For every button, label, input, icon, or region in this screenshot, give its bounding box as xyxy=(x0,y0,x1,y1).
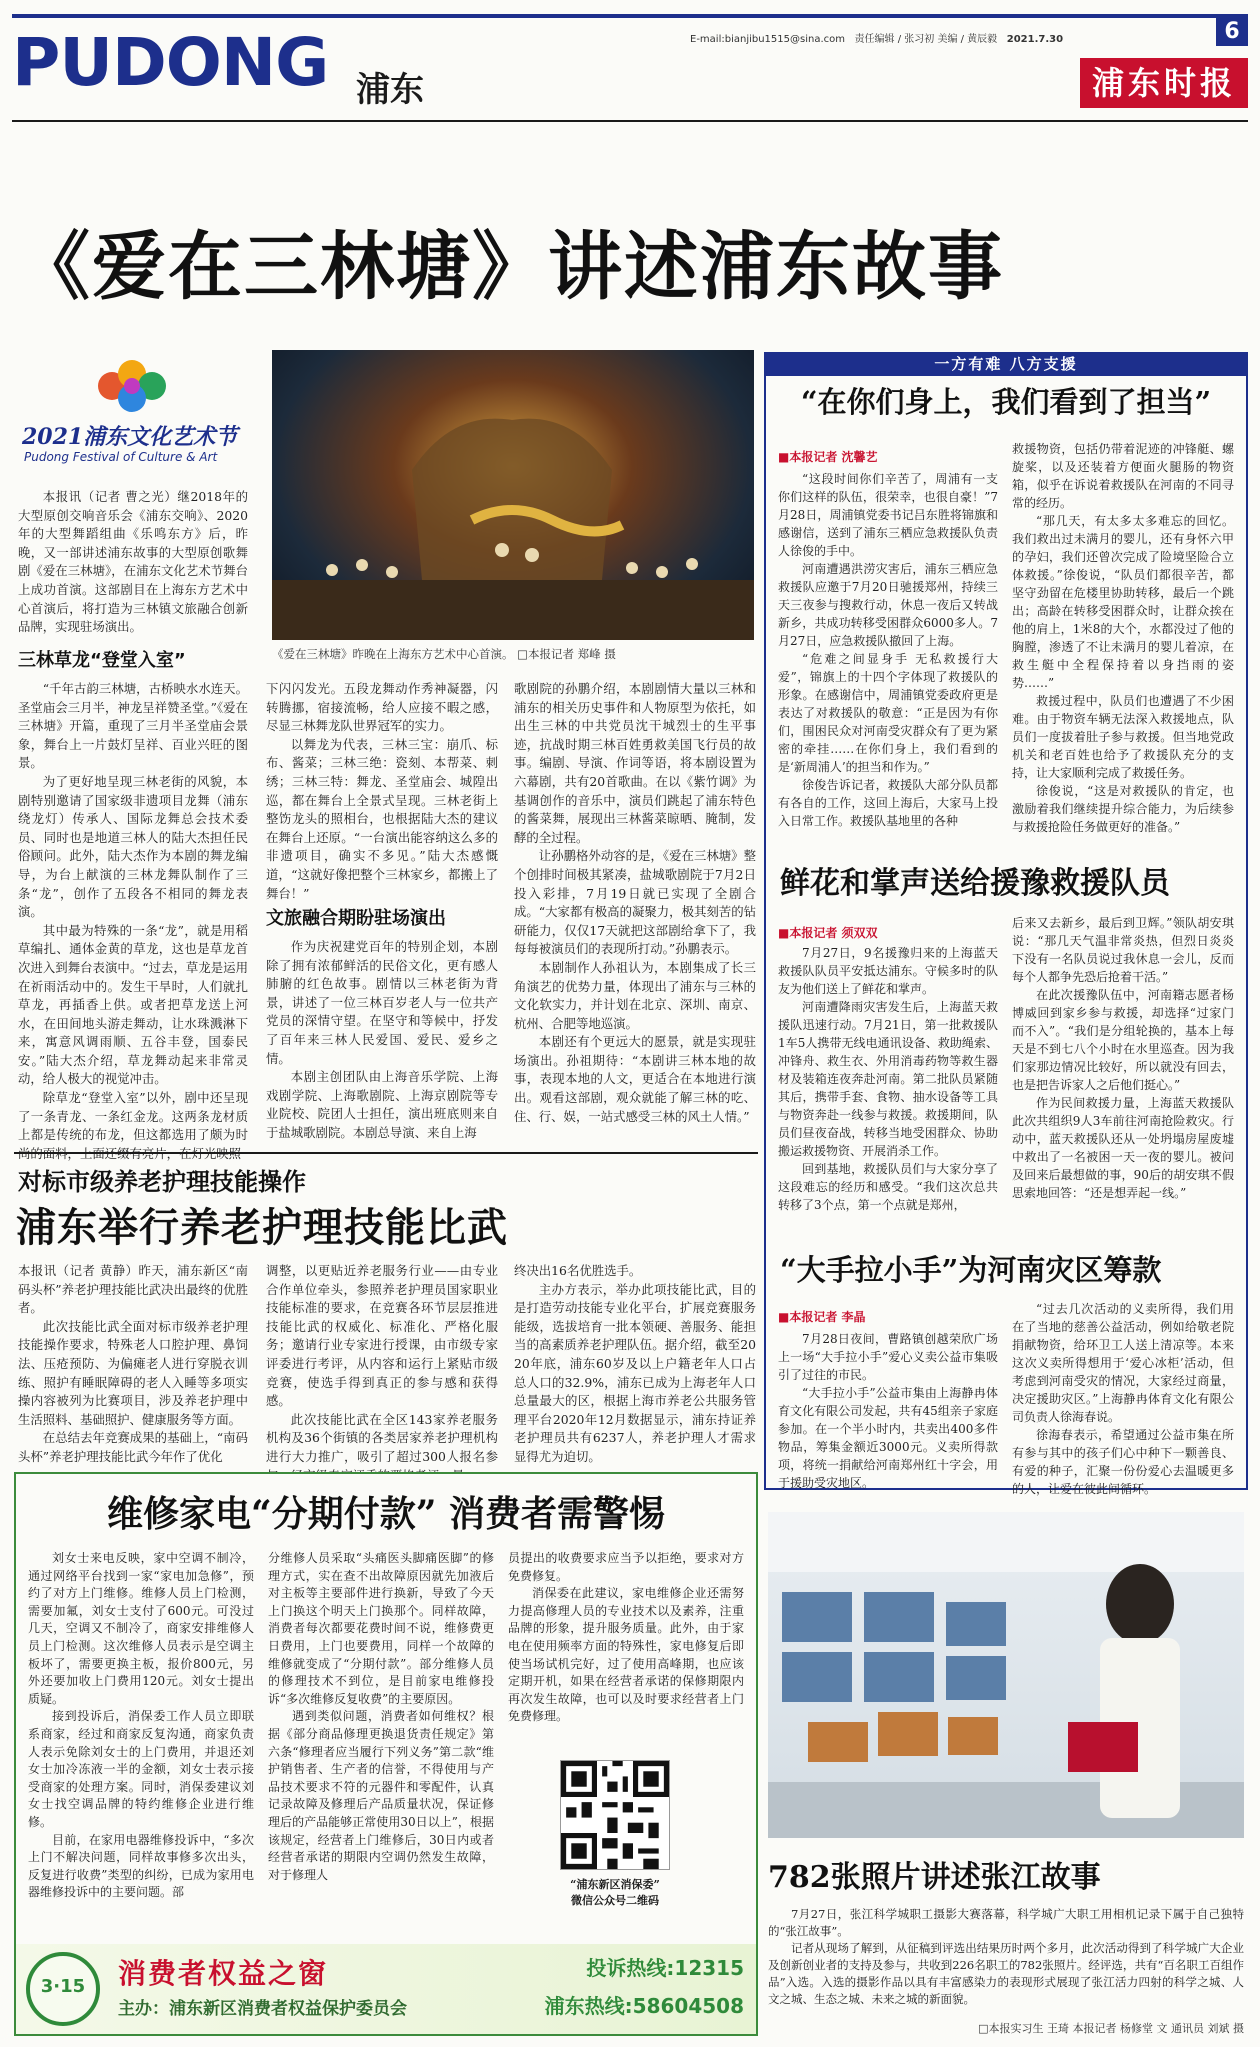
consumer-p: 刘女士来电反映，家中空调不制冷，通过网络平台找到一家“家电加急修”，预约了对方上门维修。维修人员上门检测，需要加氟，刘女士支付了600元。可没过几天，空调又不制冷了，商家安排维修人员上门检测。这次维修人员表示是空调主板坏了，需要更换主板，报价800元，另外还要加收上门费用120元。刘女士提出质疑。 xyxy=(28,1551,254,1706)
lead-col3-p: 本剧制作人孙祖认为，本剧集成了长三角演艺的优势力量，体现出了浦东与三林的文化软实力，并计划在北京、深圳、南京、杭州、合肥等地巡演。 xyxy=(514,959,756,1031)
lead-subhead-2: 文旅融合期盼驻场演出 xyxy=(266,908,446,929)
support-p: 徐俊告诉记者，救援队大部分队员都有各自的工作，这回上海后，大家马上投入日常工作。救援队基地里的各种 xyxy=(778,778,998,828)
consumer-col-1 xyxy=(28,1550,254,1902)
support-banner: 一方有难 八方支援 xyxy=(764,352,1248,376)
consumer-p: 消保委在此建议，家电维修企业还需努力提高修理人员的专业技术以及素养，注重品牌的形象，提升服务质量。此外，由于家电在使用频率方面的特殊性，家电修复后即使当场试机完好，过了使用高峰期，也应该定期开机，如果在经营者承诺的保修期限内再次发生故障，也可以及时要求经营者上门免费修理。 xyxy=(508,1586,744,1724)
lead-intro-text: 本报讯（记者 曹之光）继2018年的大型原创交响音乐会《浦东交响》、2020年的大型舞蹈组曲《乐鸣东方》后，昨晚，又一部讲述浦东故事的大型原创歌舞剧《爱在三林塘》，在浦东文化艺术节舞台上成功首演。这部剧目在上海东方艺术中心首演后，将打造为三林镇文旅融合创新品牌，实现驻场演出。 xyxy=(18,489,248,635)
lead-col2-p: 以舞龙为代表，三林三宝：崩爪、标布、酱菜；三林三绝：瓷刻、本帮菜、刺绣；三林三特：舞龙、圣堂庙会、城隍出巡，都在舞台上全景式呈现。三林老街上整饬龙头的照相台，也根据陆大杰的建议在舞台上还原。“一台演出能容纳这么多的非遗项目，确实不多见。”陆大杰感慨道，“这就好像把整个三林家乡，都搬上了舞台！” xyxy=(266,736,498,901)
support-byline-1: ■本报记者 沈馨艺 xyxy=(778,450,878,464)
editors: 责任编辑 / 张习初 美编 / 黄辰毅 xyxy=(854,34,998,45)
date: 2021.7.30 xyxy=(1006,34,1064,45)
support-p: “那几天，有太多太多难忘的回忆。我们救出过未满月的婴儿，还有身怀六甲的孕妇，我们还曾次完成了险境坚险合立体救援。”徐俊说，“队员们都很辛苦，都坚守劲留在危楼里协助转移，最后一个跳出；高龄在转移受困群众时，让群众挨在他的肩上，1米8的大个，水都没过了他的胸膛，渗透了不让未满月的婴儿着凉，在救生艇中全程保持着以身挡雨的姿势……” xyxy=(1012,514,1234,690)
photo-story-image xyxy=(768,1512,1244,1838)
consumer-headline: 维修家电“分期付款” 消费者需警惕 xyxy=(107,1493,665,1535)
lead-col2b-p: 作为庆祝建党百年的特别企划，本剧除了拥有浓郁鲜活的民俗文化，更有感人肺腑的红色故事。剧情以三林老街为背景，讲述了一位三林百岁老人与一位共产党员的深情守望。在坚守和等候中，抒发了百年来三林人民爱国、爱民、爱乡之情。 xyxy=(266,939,498,1066)
lead-bottom-rule xyxy=(14,1152,758,1154)
lead-col-1 xyxy=(18,680,248,1163)
lead-intro xyxy=(18,488,248,637)
badge-315-icon xyxy=(26,1952,100,2026)
banner-sponsor: 主办：浦东新区消费者权益保护委员会 xyxy=(118,1999,407,2019)
lead-headline: 《爱在三林塘》讲述浦东故事 xyxy=(16,224,1004,310)
consumer-p: 分维修人员采取“头痛医头脚痛医脚”的修理方式，实在查不出故障原因就先加液后对主板等主要部件进行换新，导致了今天上门换这个明天上门换那个。同样故障，消费者每次都要花费时间不说，维修费更日费用，上门也要费用，同样一个故障的维修就变成了“分期付款”。部分维修人员的修理技术不到位，是目前家电维修投诉“多次维修反复收费”的主要原因。 xyxy=(268,1551,494,1706)
support-headline-2: 鲜花和掌声送给援豫救援队员 xyxy=(780,866,1170,901)
consumer-p: 接到投诉后，消保委工作人员立即联系商家，经过和商家反复沟通，商家负责人表示免除刘女士的上门费用，并退还刘女士加冷冻液一半的金额，刘女士表示接受商家的处理方案。同时，消保委建议刘女士找空调品牌的特约维修企业进行维修。 xyxy=(28,1709,254,1829)
support-p: “这段时间你们辛苦了，周浦有一支你们这样的队伍，很荣幸，也很自豪！”7月28日，周浦镇党委书记吕东胜将锦旗和感谢信，送到了浦东三栖应急救援队负责人徐俊的手中。 xyxy=(778,472,998,558)
section-name: 浦东 xyxy=(356,70,424,110)
support-p: 回到基地，救援队员们与大家分享了这段难忘的经历和感受。“我们这次总共转移了3个点，第一个点就是郑州， xyxy=(778,1162,998,1212)
support-p: 河南遭降雨灾害发生后，上海蓝天救援队迅速行动。7月21日，第一批救援队1车5人携带无线电通讯设备、救助绳索、冲锋舟、救生衣、外用消毒药物等救生器材及装箱连夜奔赴河南。第二批队员紧随其后，携带手套、食物、抽水设备等工具与物资奔赴一线参与救援。救援期间，队员们昼夜奋战，转移当地受困群众、协助搬运救援物资、开展消杀工作。 xyxy=(778,1000,998,1158)
support-p: 7月27日，9名援豫归来的上海蓝天救援队队员平安抵达浦东。守候多时的队友为他们送上了鲜花和掌声。 xyxy=(778,946,998,996)
elder-p: 此次技能比武在全区143家养老服务机构及36个街镇的各类居家养老护理机构进行大力推广，吸引了超过300人报名参 xyxy=(266,1411,498,1464)
support-a1-col1 xyxy=(778,470,998,830)
lead-col1-p: 为了更好地呈现三林老街的风貌，本剧特别邀请了国家级非遗项目龙舞（浦东绕龙灯）传承人、国际龙舞总会技术委员、同时也是地道三林人的陆大杰担任民俗顾问。此外，陆大杰作为本剧的舞龙编导，为台上献演的三林龙舞队制作了三条“龙”，创作了五段各不相同的舞龙表演。 xyxy=(18,773,248,920)
elder-headline: 浦东举行养老护理技能比武 xyxy=(16,1204,508,1251)
support-p: 救援物资，包括仍带着泥迹的冲锋艇、螺旋桨，以及还装着方便面火腿肠的物资箱，似乎在诉说着救援队在河南的不同寻常的经历。 xyxy=(1012,442,1234,510)
qr-caption-1: “浦东新区消保委” xyxy=(570,1878,660,1891)
support-p: 7月28日夜间，曹路镇创越荣欣广场上一场“大手拉小手”爱心义卖公益市集吸引了过往的市民。 xyxy=(778,1332,998,1382)
elder-col-1 xyxy=(18,1262,248,1467)
support-p: 徐俊说，“这是对救援队的肯定，也激励着我们继续提升综合能力，为后续参与救援抢险任务做更好的准备。” xyxy=(1012,784,1234,834)
elder-p: 主办方表示，举办此项技能比武，目的是打造劳动技能专业化平台，扩展竞赛服务能级，选拔培育一批本领硬、善服务、能担当的高素质养老护理队伍。据介绍，截至2020年底，浦东60岁及以上户籍老年人口占总人口的32.9%，浦东已成为上海老年人口总量最大的区，根据上海市养老公共服务管理平台2020年12月数据显示，浦东持证养老护理员共有6237人，养老护理人才需求显得尤为迫切。 xyxy=(514,1281,756,1464)
elder-p: 本报讯（记者 黄静）昨天，浦东新区“南码头杯”养老护理技能比武决出最终的优胜者。 xyxy=(18,1263,248,1316)
badge-315-label: 3·15 xyxy=(40,1976,86,1997)
support-p: 在此次援豫队伍中，河南籍志愿者杨博威回到家乡参与救援，却选择“过家门而不入”。“我们是分组轮换的，基本上每天是不到七八个小时在水里巡查。因为我们家那边情况比较好，所以就没有回去，也是把告诉家人之后他们挺心。” xyxy=(1012,988,1234,1092)
lead-col1-p: 除草龙“登堂入室”以外，剧中还呈现了一条青龙、一条红金龙。这两条龙材质上都是传统的布龙，但这都选用了颇为时 xyxy=(18,1090,248,1143)
support-a3-col2 xyxy=(1012,1300,1234,1498)
hotline-pudong: 浦东热线:58604508 xyxy=(544,1994,744,2018)
lead-col-2a xyxy=(266,680,498,903)
festival-logo xyxy=(22,356,254,476)
lead-col-3 xyxy=(514,680,756,1126)
support-p: 河南遭遇洪涝灾害后，浦东三栖应急救援队应邀于7月20日驰援郑州，持续三天三夜参与搜救行动，休息一夜后又转战新乡，共成功转移受困群众6000多人。7月27日，应急救援队撤回了上海。 xyxy=(778,562,998,648)
support-byline-2: ■本报记者 须双双 xyxy=(778,926,878,940)
support-a3-col1 xyxy=(778,1330,998,1492)
photo-story-text xyxy=(768,1906,1244,2008)
masthead-info xyxy=(690,30,1063,45)
support-p: 救援过程中，队员们也遭遇了不少困难。由于物资车辆无法深入救援地点，队员们一度拔着肚子参与救援。但当地党政机关和老百姓也给予了救援队充分的支持，让大家顺利完成了救援任务。 xyxy=(1012,694,1234,780)
lead-col3-p: 歌剧院的孙鹏介绍，本剧剧情大量以三林和浦东的相关历史事件和人物原型为依托，如出生三林的中共党员沈干城烈士的生平事迹，抗战时期三林百姓勇救美国飞行员的故事。编剧、导演、作词等语，将本剧设置为六幕剧，共有20首歌曲。在以《紫竹调》为基调创作的音乐中，演员们跳起了浦东特色的酱菜舞，展现出三林酱菜晾晒、腌制，发酵的全过程。 xyxy=(514,681,756,845)
support-a1-col2 xyxy=(1012,440,1234,836)
masthead-rule xyxy=(12,120,1248,122)
support-p: “大手拉小手”公益市集由上海静冉体育文化有限公司发起，共有45组亲子家庭参加。在一个半小时内，共卖出400多件物品，筹集金额近3000元。义卖所得款项，将统一捐献给河南郑州红十字会，用于援助受灾地区。 xyxy=(778,1386,998,1490)
support-p: “危难之间显身手 无私救援行大爱”，锦旗上的十四个字体现了救援队的形象。在感谢信中，周浦镇党委政府更是表达了对救援队的敬意：“正是因为有你们，围困民众对河南受灾群众有了更为紧密的牵挂……在你们身上，我们看到的是‘新周浦人’的担当和作为。” xyxy=(778,652,998,774)
support-byline-3: ■本报记者 李晶 xyxy=(778,1310,866,1324)
flower-logo-icon xyxy=(82,356,192,416)
support-p: “过去几次活动的义卖所得，我们用在了当地的慈善公益活动，例如给敬老院捐献物资，给环卫工人送上清凉等。本来这次义卖所得想用于‘爱心冰柜’活动，但考虑到河南受灾的情况，大家经过商量，决定援助灾区。”上海静冉体育文化有限公司负责人徐海春说。 xyxy=(1012,1302,1234,1424)
lead-col3-p: 本剧还有个更远大的愿景，就是实现驻场演出。孙祖期待：“本剧讲三林本地的故事，表现本地的人文，更适合在本地进行演出。观看这部剧，观众就能了解三林的吃、住、行、娱，一站式感受三林的风土人情。” xyxy=(514,1034,756,1124)
consumer-p: 目前，在家用电器维修投诉中，“多次上门不解决问题，同样故事修多次出头，反复进行收费”类型的纠纷，已成为家用电器维修投诉中的主要问题。部 xyxy=(28,1832,254,1900)
elder-kicker: 对标市级养老护理技能操作 xyxy=(18,1168,306,1196)
consumer-col-2 xyxy=(268,1550,494,1884)
lead-col1-p: 其中最为特殊的一条“龙”，就是用稻草编扎、通体金黄的草龙，这也是草龙首次进入到舞台表演中。“过去，草龙是运用在祈雨活动中的。发生干旱时，人们就扎草龙，再插香上供。或者把草龙送上河水，在田间地头游走舞动，让水珠溅淋下来，寓意风调雨顺、五谷丰登，国泰民安。”陆大杰介绍，草龙舞动起来非常灵动，给人极大的视觉冲击。 xyxy=(18,922,248,1087)
page-number: 6 xyxy=(1216,18,1248,46)
support-a2-col1 xyxy=(778,944,998,1214)
lead-col3-p: 让孙鹏格外动容的是，《爱在三林塘》整个创排时间极其紧凑，盐城歌剧院于7月2日投入彩排，7月19日就已实现了全剧合成。“大家都有极高的凝聚力，极其刻苦的钻研能力，仅仅17天就把这部剧给拿下了，我每每被演员们的表现所打动。”孙鹏表示。 xyxy=(514,848,756,957)
stage-scene-icon xyxy=(272,350,754,640)
photo-story-p: 7月27日，张江科学城职工摄影大赛落幕，科学城广大职工用相机记录下属于自己独特的“张江故事”。 xyxy=(768,1907,1244,1938)
support-headline-3: “大手拉小手”为河南灾区筹款 xyxy=(780,1253,1162,1287)
photo-story-headline: 782张照片讲述张江故事 xyxy=(768,1860,1101,1895)
lead-photo xyxy=(272,350,754,640)
lead-subhead-1: 三林草龙“登堂入室” xyxy=(18,650,186,671)
elder-col-2 xyxy=(266,1262,498,1485)
lead-photo-caption: 《爱在三林塘》昨晚在上海东方艺术中心首演。 □本报记者 郑峰 摄 xyxy=(272,647,616,661)
qr-caption-2: 微信公众号二维码 xyxy=(571,1894,659,1907)
brand-wordmark: PUDONG xyxy=(12,24,329,101)
elder-p: 终决出16名优胜选手。 xyxy=(514,1263,642,1278)
qr-code-icon xyxy=(561,1761,669,1869)
support-p: 作为民间救援力量，上海蓝天救援队此次共组织9人3车前往河南抢险救灾。行动中，蓝天救援队还从一处坍塌房屋废墟中救出了一名被困一天一夜的婴儿。被问及回来后最想做的事，90后的胡安琪不假思索地回答：“还是想弄起一线。” xyxy=(1012,1096,1234,1200)
support-a2-col2 xyxy=(1012,914,1234,1202)
support-p: 徐海春表示，希望通过公益市集在所有参与其中的孩子们心中种下一颗善良、有爱的种子，汇聚一份份爱心去温暖更多的人，让爱在彼此间循环。 xyxy=(1012,1428,1234,1496)
festival-subtitle: Pudong Festival of Culture & Art xyxy=(24,450,218,464)
lead-col2-p: 下闪闪发光。五段龙舞动作秀神凝器，闪转腾挪，宿接流畅，给人应接不暇之感，尽显三林舞龙队世界冠军的实力。 xyxy=(266,681,498,734)
support-p: 后来又去新乡，最后到卫辉。”领队胡安琪说：“那几天气温非常炎热，但烈日炎炎下没有一名队员说过我休息一会儿，反而每个人都争先恐后抢着干活。” xyxy=(1012,916,1234,984)
exhibition-scene-icon xyxy=(768,1512,1244,1838)
elder-col-3 xyxy=(514,1262,756,1467)
consumer-p: 遇到类似问题，消费者如何维权？根据《部分商品修理更换退货责任规定》第六条“修理者应当履行下列义务”第二款“维护销售者、生产者的信誉，不得使用与产品技术要求不符的元器件和零配件，认真记录故障及修理后产品质量状况，保证修理后的产品能够正常使用30日以上”，根据该规定，经营者上门维修后，30日内或者经营者承诺的期限内空调仍然发生故障，对于修理人 xyxy=(268,1709,494,1882)
consumer-col-3 xyxy=(508,1550,744,1726)
consumer-p: 员提出的收费要求应当予以拒绝，要求对方免费修复。 xyxy=(508,1551,744,1583)
elder-p: 此次技能比武全面对标市级养老护理技能操作要求，特殊老人口腔护理、鼻饲法、压疮预防、为偏瘫老人进行穿脱衣训练、照护有睡眠障碍的老人入睡等多项实操内容被列为比赛项目，涉及养老护理中生活照料、基础照护、健康服务等方面。 xyxy=(18,1318,248,1427)
top-rule xyxy=(12,14,1248,18)
qr-code[interactable] xyxy=(560,1760,670,1870)
paper-logo: 浦东时报 xyxy=(1080,58,1248,108)
support-headline-1: “在你们身上，我们看到了担当” xyxy=(800,385,1212,419)
hotline-12315: 投诉热线:12315 xyxy=(586,1956,744,1980)
lead-col1-p: “千年古韵三林塘，古桥映水水连天。圣堂庙会三月半，神龙呈祥赞圣堂。”《爱在三林塘》开篇，重现了三月半圣堂庙会景象，舞台上一片鼓灯呈祥、百业兴旺的图景。 xyxy=(18,681,248,771)
festival-title: 2021浦东文化艺术节 xyxy=(22,424,238,450)
photo-story-p: 记者从现场了解到，从征稿到评选出结果历时两个多月，此次活动得到了科学城广大企业及创新创业者的支持及参与，共收到226名职工的782张照片。经评选，共有“百名职工百组作品”入选。入选的摄影作品以具有丰富感染力的表现形式展现了张江活力四射的科学之城、人文之城、生态之城、未来之城的新面貌。 xyxy=(768,1941,1244,2006)
email: E-mail:bianjibu1515@sina.com xyxy=(690,34,845,45)
banner-title: 消费者权益之窗 xyxy=(118,1957,329,1990)
lead-col-2b xyxy=(266,938,498,1143)
lead-col2b-p: 本剧主创团队由上海音乐学院、上海戏剧学院、上海歌剧院、上海京剧院等专业院校、院团人士担任，演出班底则来自于盐城歌剧院。本剧总导演、来自上海 xyxy=(266,1069,498,1140)
elder-p: 调整，以更贴近养老服务行业——由专业合作单位牵头，参照养老护理员国家职业技能标准的要求，在竞赛各环节层层推进技能比武的权威化、标准化、严格化服务；邀请行业专家进行授课，由市级专家评委进行考评，从内容和运行上紧贴市级竞赛，使选手得到真正的参与感和获得感。 xyxy=(266,1263,498,1409)
photo-story-credit: □本报实习生 王琦 本报记者 杨修堂 文 通讯员 刘斌 摄 xyxy=(978,2022,1244,2035)
elder-p: 在总结去年竞赛成果的基础上，“南码头杯”养老护理技能比武今年作了优化 xyxy=(18,1430,248,1464)
